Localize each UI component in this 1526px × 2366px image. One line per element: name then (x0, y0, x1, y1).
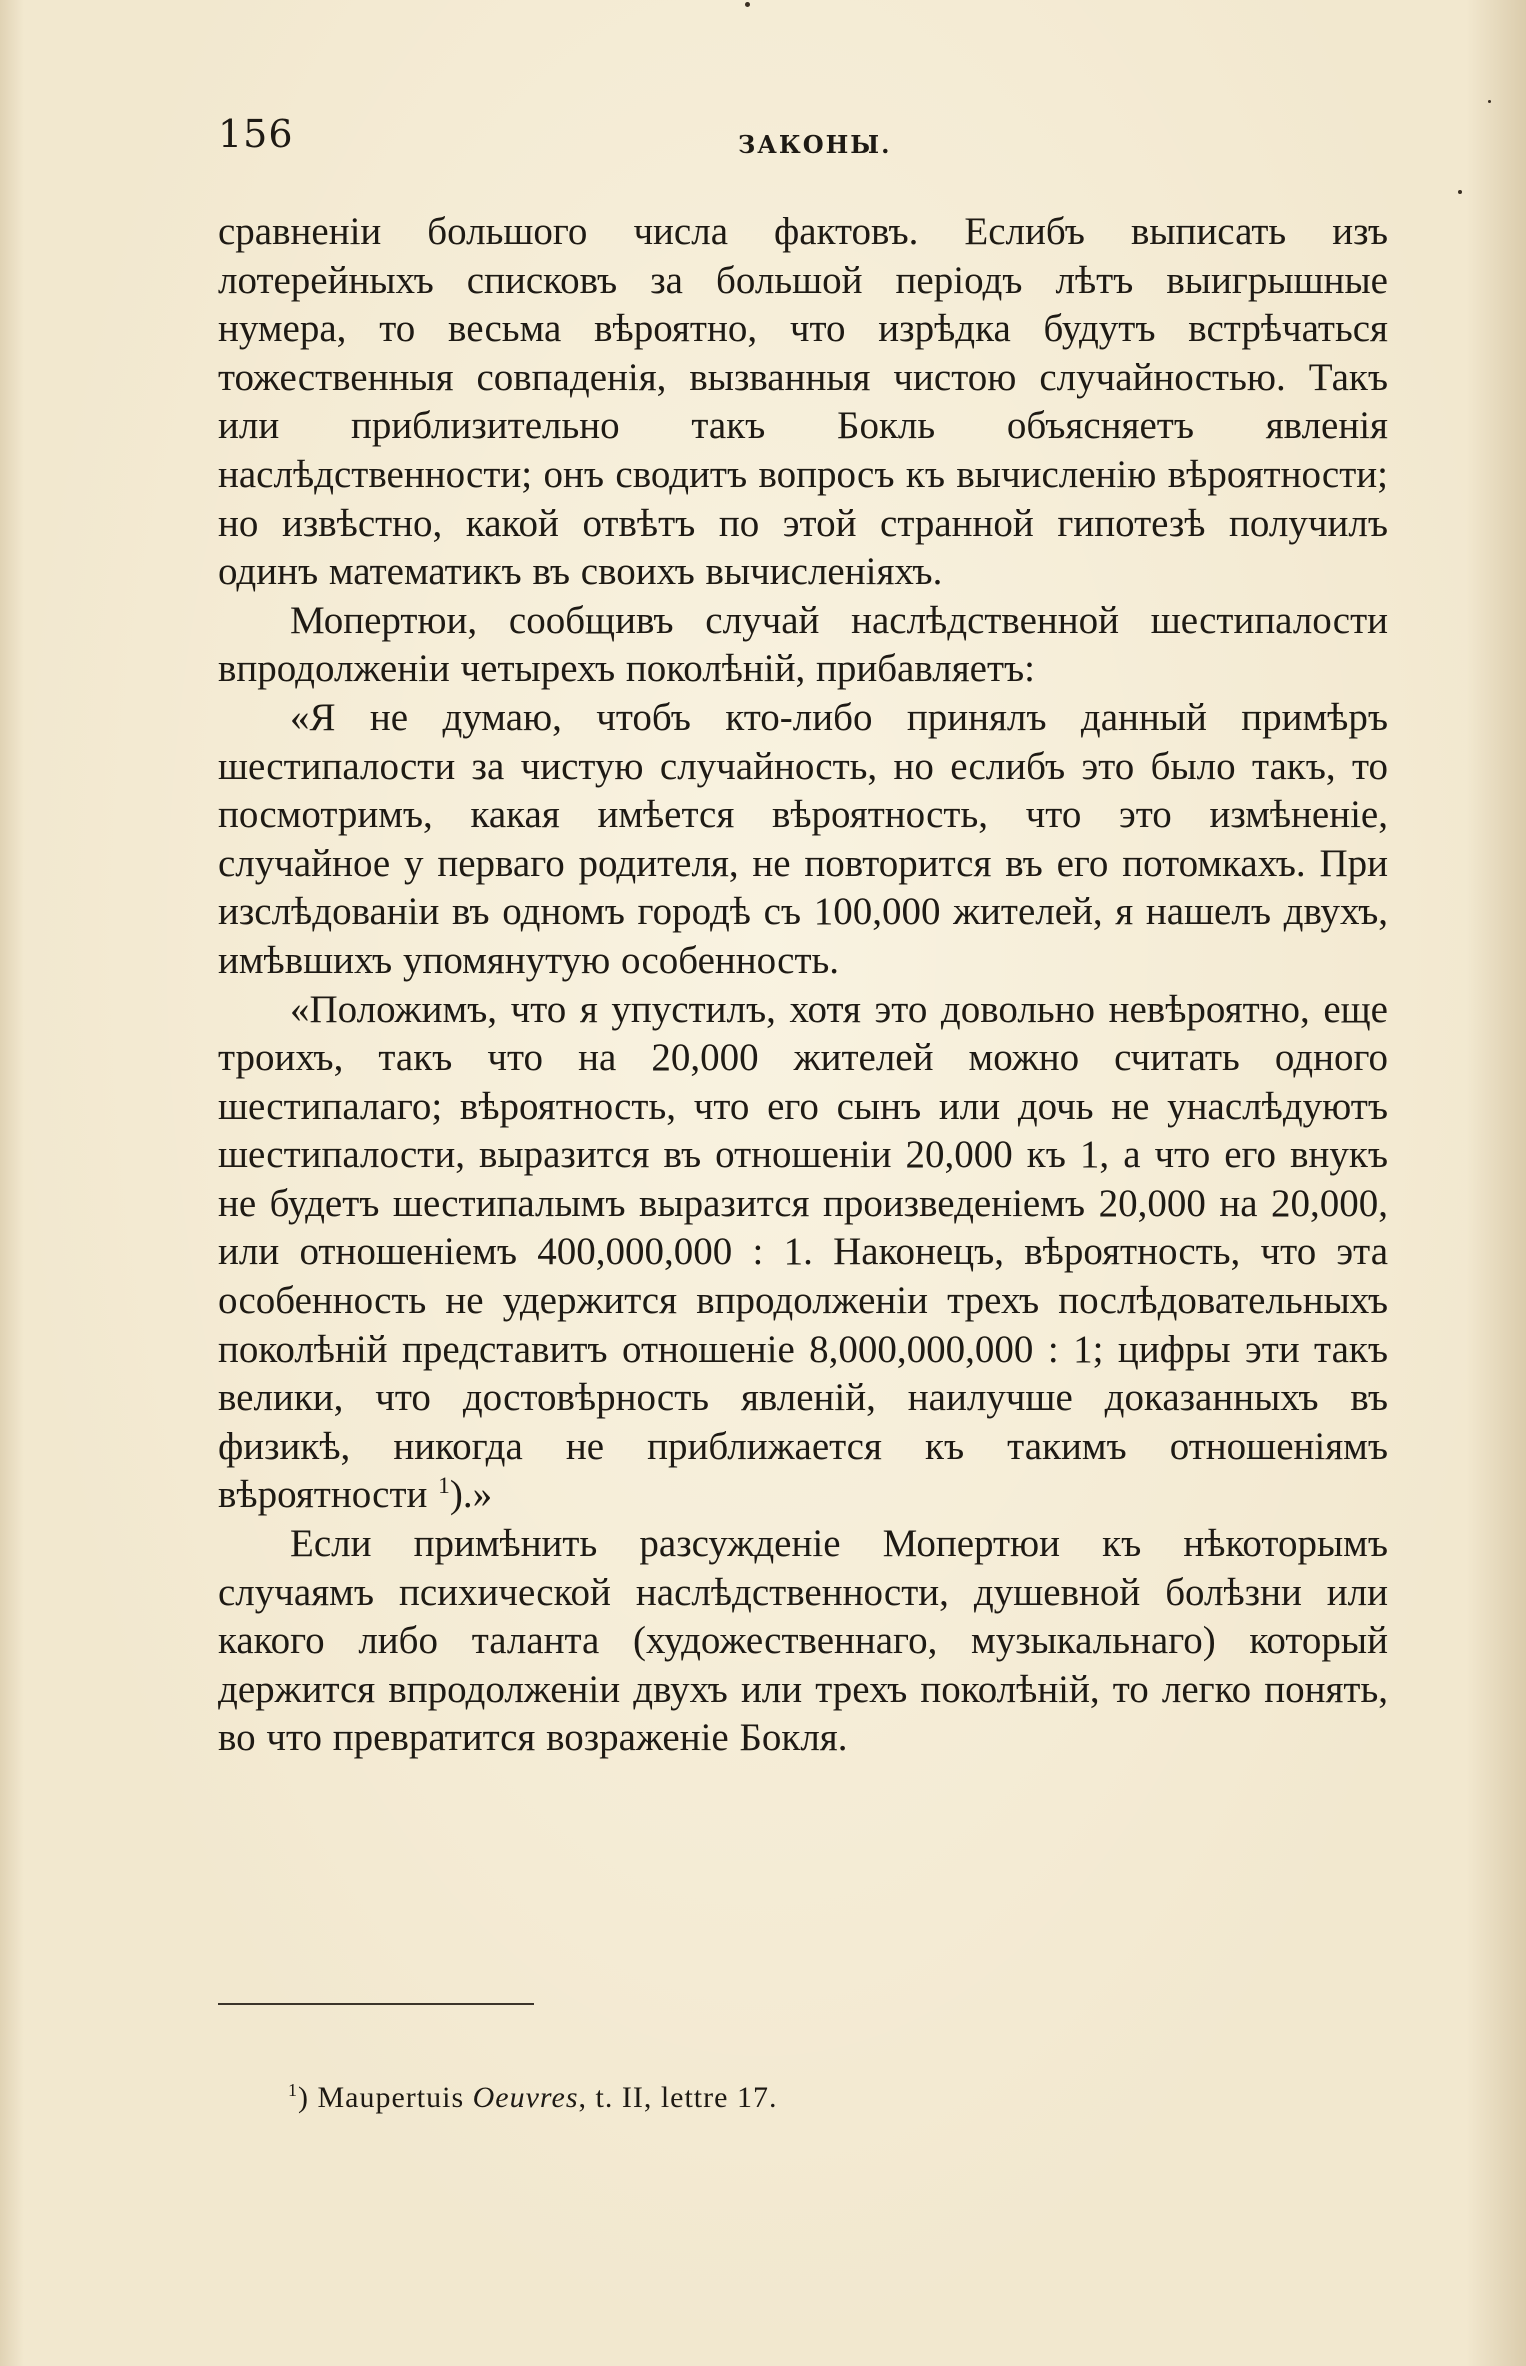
body-text (218, 208, 1388, 1763)
footnote (288, 2081, 777, 2115)
paragraph: Если примѣнить разсужденіе Мопертюи къ нѣкоторымъ случаямъ психической наслѣдственности, душевной болѣзни или какого либо таланта (художественнаго, музыкальнаго) который держится впродолженіи двухъ или трехъ поколѣній, то легко понять, во что превратится возраженіе Бокля. (218, 1522, 1388, 1760)
paragraph: «Я не думаю, чтобъ кто-либо принялъ данный примѣръ шестипалости за чистую случайность, но еслибъ это было такъ, то посмотримъ, какая имѣется вѣроятность, что это измѣненіе, случайное у перваго родителя, не повторится въ его потомкахъ. При изслѣдованіи въ одномъ городѣ съ 100,000 жителей, я нашелъ двухъ, имѣвшихъ упомянутую особенность. (218, 695, 1388, 982)
footnote-work-title: Oeuvres (472, 2081, 579, 2114)
page-edge-shadow-left (0, 0, 24, 2366)
page-edge-shadow-right (1466, 0, 1526, 2366)
paper-speck (1488, 100, 1491, 103)
page-number: 156 (218, 112, 294, 156)
footnote-citation: , t. II, lettre 17. (578, 2081, 778, 2114)
footnote-mark: 1 (288, 2080, 298, 2100)
footnote-divider (218, 2003, 534, 2005)
footnote-reference: 1 (438, 1473, 450, 1500)
paragraph: «Положимъ, что я упустилъ, хотя это довольно невѣроятно, еще троихъ, такъ что на 20,000 жителей можно считать одного шестипалаго; вѣроятность, что его сынъ или дочь не унаслѣдуютъ шестипалости, выразится въ отношеніи 20,000 къ 1, а что его внукъ не будетъ шестипалымъ выразится произведеніемъ 20,000 на 20,000, или отношеніемъ 400,000,000 : 1. Наконецъ, вѣроятность, что эта особенность не удержится впродолженіи трехъ послѣдовательныхъ поколѣній представитъ отношеніе 8,000,000,000 : 1; цифры эти такъ велики, что достовѣрность явленій, наилучше доказанныхъ въ физикѣ, никогда не приближается къ такимъ отношеніямъ вѣроятности $^1$).» (218, 987, 1388, 1517)
paper-speck (1458, 190, 1462, 194)
paper-speck (745, 2, 750, 7)
paragraph: Мопертюи, сообщивъ случай наслѣдственной шестипалости впродолженіи четырехъ поколѣній, прибавляетъ: (218, 598, 1388, 691)
page-header (218, 112, 1394, 172)
paragraph: сравненіи большого числа фактовъ. Еслибъ выписать изъ лотерейныхъ списковъ за большой періодъ лѣтъ выигрышные нумера, то весьма вѣроятно, что изрѣдка будутъ встрѣчаться тожественныя совпаденія, вызванныя чистою случайностью. Такъ или приблизительно такъ Бокль объясняетъ явленія наслѣдственности; онъ сводитъ вопросъ къ вычисленію вѣроятности; но извѣстно, какой отвѣтъ по этой странной гипотезѣ получилъ одинъ математикъ въ своихъ вычисленіяхъ. (218, 210, 1388, 594)
running-title: ЗАКОНЫ. (738, 130, 892, 159)
footnote-author: ) Maupertuis (298, 2081, 473, 2114)
